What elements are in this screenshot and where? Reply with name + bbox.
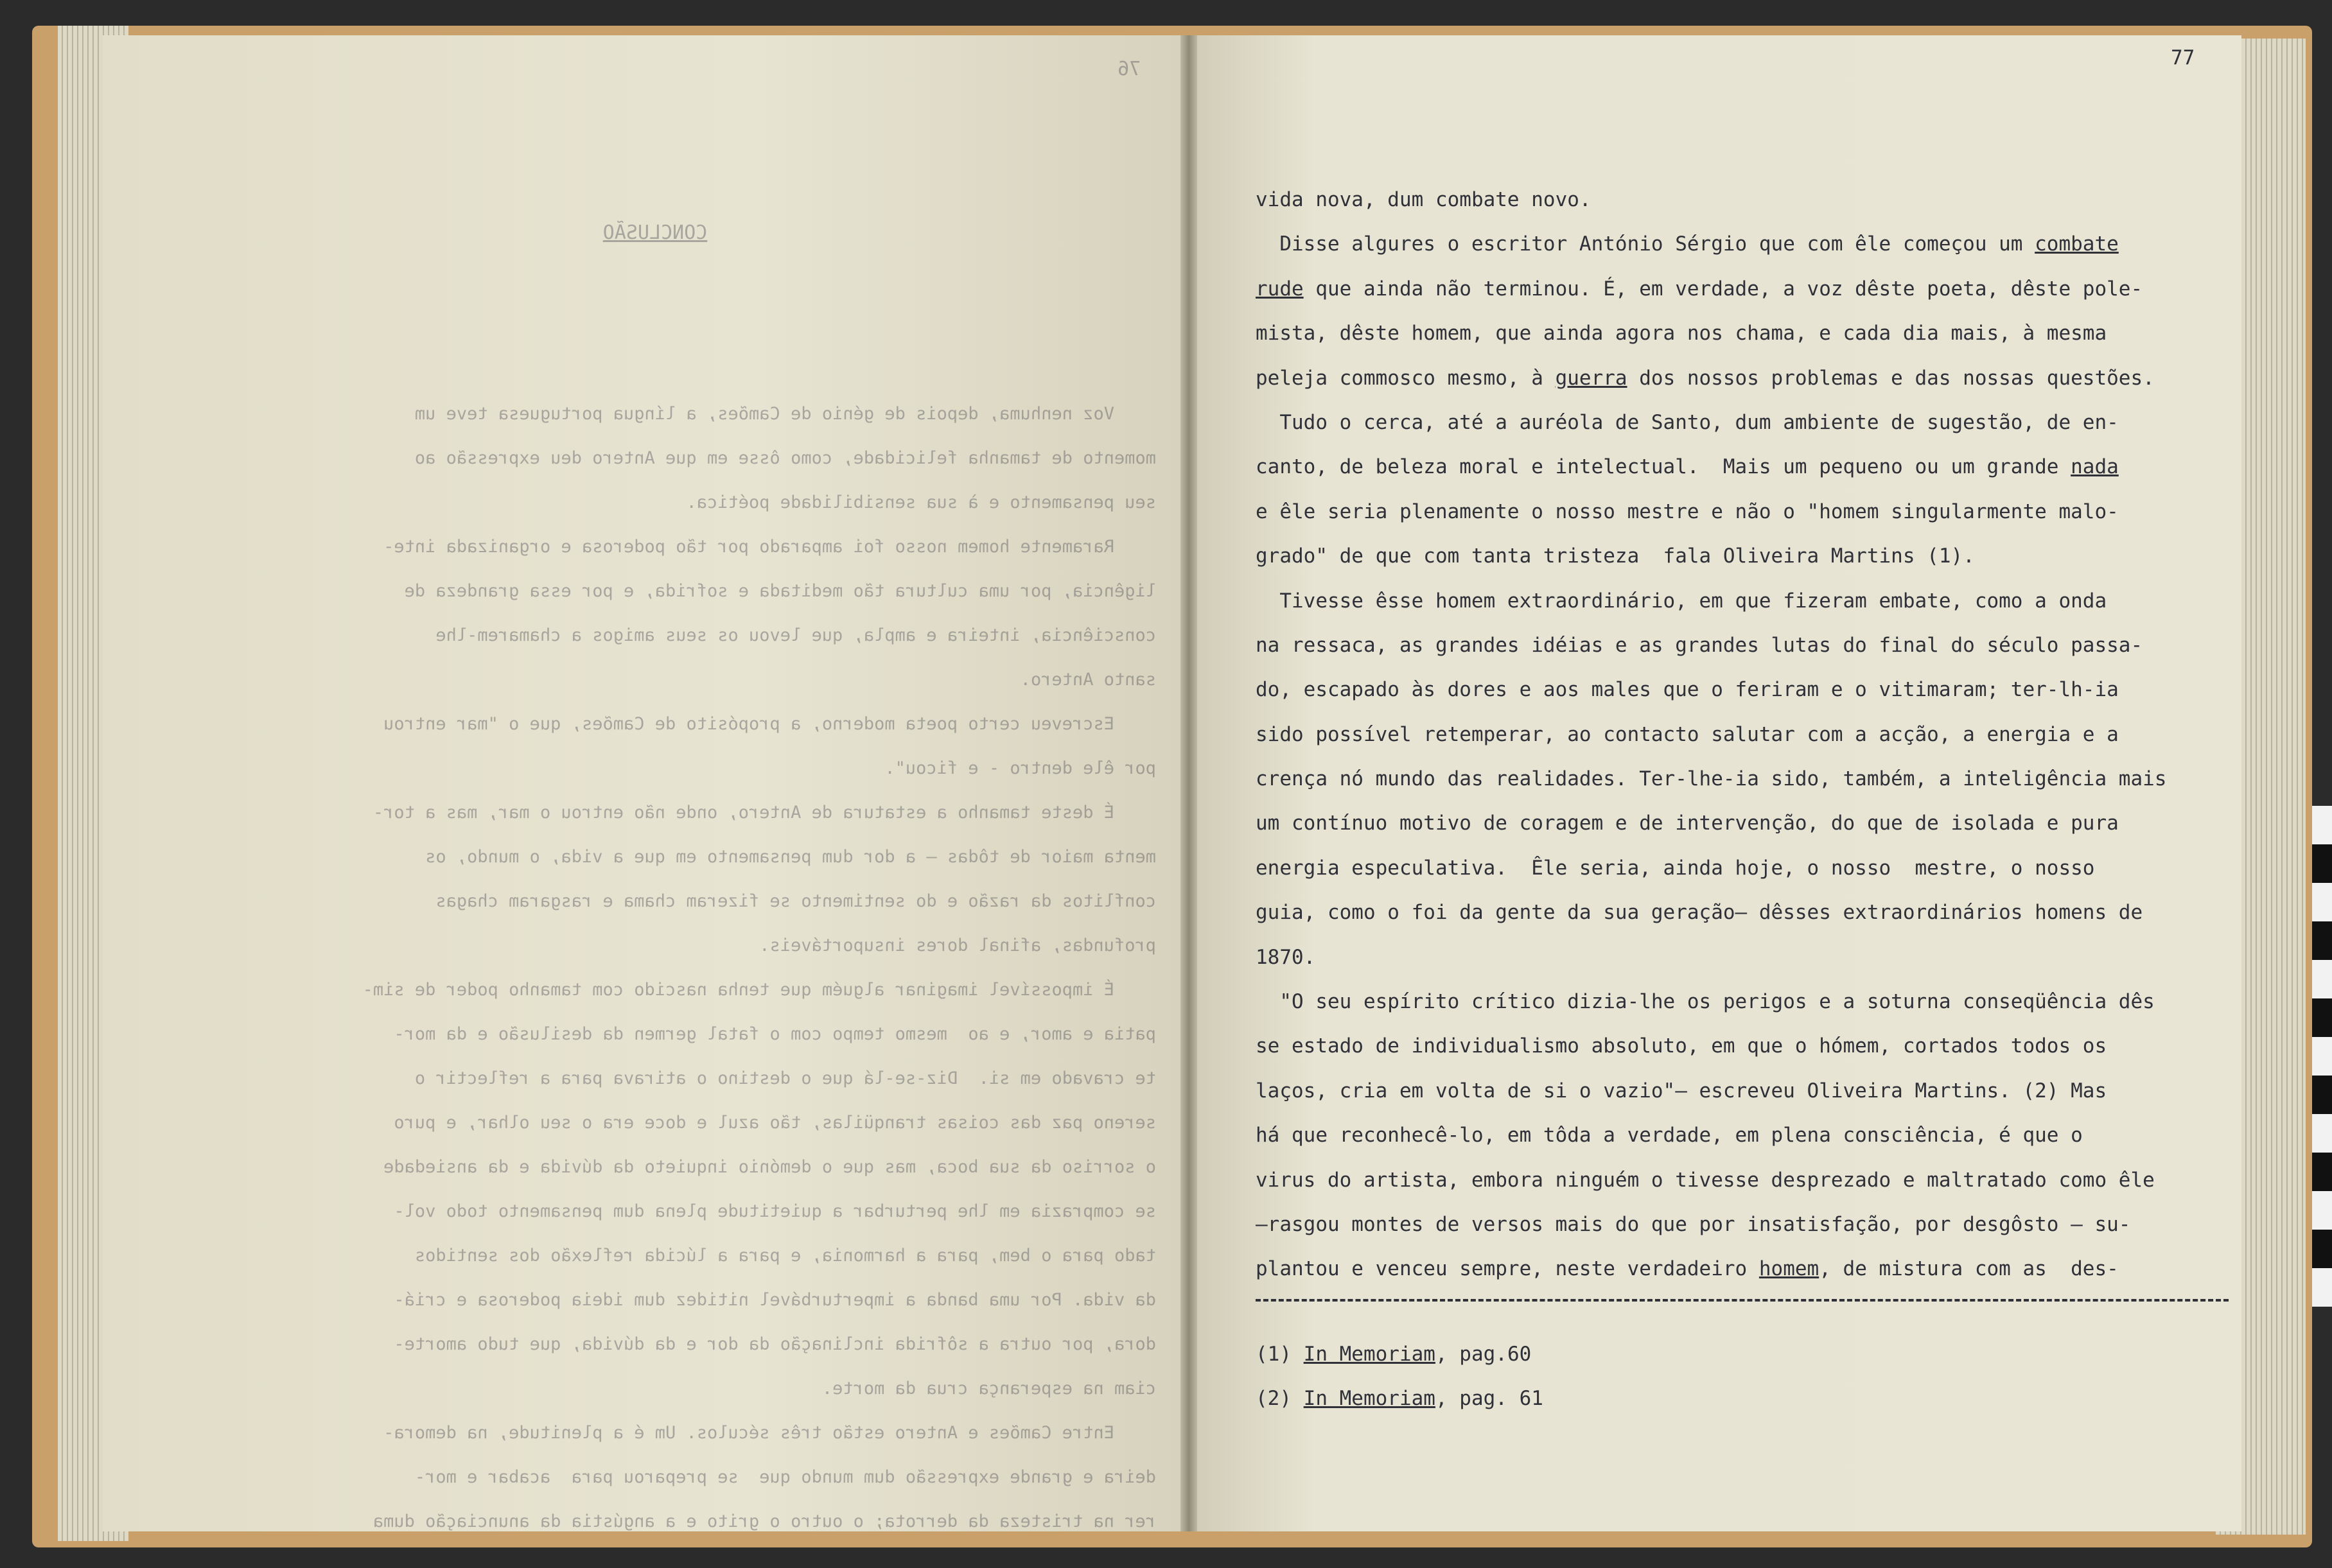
bleedthrough-line: Entre Camões e Antero estão três séculos. Um é a plenitude, na demora- bbox=[383, 1423, 1156, 1443]
bleedthrough-line: seu pensamento e à sua sensibilidade poética. bbox=[686, 492, 1156, 512]
footnotes bbox=[1256, 1332, 2238, 1422]
bleedthrough-line: por êle dentro - e ficou". bbox=[884, 758, 1156, 778]
bleedthrough-line: É deste tamanho a estatura de Antero, onde não entrou o mar, mas a tor- bbox=[373, 803, 1156, 823]
left-page-bleedthrough bbox=[154, 51, 1156, 1531]
text-line bbox=[1256, 713, 2238, 757]
bleedthrough-line: Voz nenhuma, depois de génio de Camões, a língua portuguesa teve um bbox=[414, 404, 1156, 424]
text-run: virus do artista, embora ninguém o tivesse desprezado e maltratado como êle bbox=[1256, 1168, 2155, 1192]
text-run: 1870. bbox=[1256, 945, 1316, 969]
bleedthrough-line: da vida. Por uma banda a imperturbável nitidez dum ideia poderosa e criá- bbox=[394, 1290, 1156, 1310]
underlined-text: rude bbox=[1256, 277, 1304, 301]
text-line bbox=[1256, 445, 2238, 489]
text-line bbox=[1256, 936, 2238, 980]
text-run: Tivesse êsse homem extraordinário, em que fizeram embate, como a onda bbox=[1256, 589, 2107, 613]
text-run: grado" de que com tanta tristeza fala Oliveira Martins (1). bbox=[1256, 544, 1975, 568]
text-line bbox=[1256, 668, 2238, 712]
text-line bbox=[1256, 534, 2238, 579]
bleedthrough-line: profundas, afinal dores insuportáveis. bbox=[759, 936, 1156, 955]
bleedthrough-line: rer na tristeza da derrota; o outro o grito e a angústia da anunciação duma bbox=[373, 1511, 1156, 1531]
text-run: Disse algures o escritor António Sérgio que com êle começou um bbox=[1256, 232, 2035, 256]
bleedthrough-line: momento de tamanha felicidade, como ôsse em que Antero deu expressão ao bbox=[414, 448, 1156, 468]
text-run: há que reconhecê-lo, em tôda a verdade, em plena consciência, é que o bbox=[1256, 1124, 2083, 1147]
bleedthrough-line: consciência, inteira e ampla, que levou os seus amigos a chamarem-lhe bbox=[435, 625, 1156, 645]
text-run: laços, cria em volta de si o vazio"— escreveu Oliveira Martins. (2) Mas bbox=[1256, 1079, 2107, 1102]
text-run: "O seu espírito crítico dizia-lhe os perigos e a soturna conseqüência dês bbox=[1256, 990, 2155, 1014]
bleedthrough-line: deira e grande expressão dum mundo que se preparou para acabar e mor- bbox=[414, 1467, 1156, 1487]
text-run: , pag.60 bbox=[1435, 1343, 1532, 1366]
underlined-text: combate bbox=[2035, 232, 2119, 256]
text-line bbox=[1256, 401, 2238, 445]
text-line bbox=[1256, 846, 2238, 891]
text-run: , de mistura com as des- bbox=[1819, 1257, 2119, 1281]
text-run: um contínuo motivo de coragem e de intervenção, do que de isolada e pura bbox=[1256, 812, 2119, 835]
left-page-number: 76 bbox=[1118, 58, 1141, 80]
text-line bbox=[1256, 980, 2238, 1024]
bleedthrough-line: o sorriso da sua boca, mas que o demónio inquieto da dúvida e da ansiedade bbox=[383, 1157, 1156, 1177]
text-run: Tudo o cerca, até a auréola de Santo, dum ambiente de sugestão, de en- bbox=[1256, 410, 2119, 434]
text-run: (2) bbox=[1256, 1387, 1304, 1411]
text-line bbox=[1256, 757, 2238, 801]
text-line bbox=[1256, 801, 2238, 846]
text-run: —rasgou montes de versos mais do que por insatisfação, por desgôsto — su- bbox=[1256, 1212, 2131, 1236]
text-line bbox=[1256, 222, 2238, 266]
text-line bbox=[1256, 1113, 2238, 1158]
text-line bbox=[1256, 178, 2238, 222]
text-run: dos nossos problemas e das nossas questões. bbox=[1627, 366, 2155, 390]
bleedthrough-line: te cravado em si. Diz-se-lá que o destino o atirava para a reflectir o bbox=[414, 1068, 1156, 1088]
text-line bbox=[1256, 311, 2238, 356]
text-line bbox=[1256, 1247, 2238, 1291]
bleedthrough-line: ciam na esperança crua da morte. bbox=[821, 1379, 1156, 1398]
text-run: vida nova, dum combate novo. bbox=[1256, 188, 1591, 211]
bleedthrough-line: ligência, por uma cultura tão meditada e sofrida, e por essa grandeza de bbox=[404, 581, 1156, 601]
book-gutter bbox=[1180, 35, 1197, 1531]
text-line bbox=[1256, 1158, 2238, 1203]
bleedthrough-line: Raramente homem nosso foi amparado por tão poderosa e organizada inte- bbox=[383, 537, 1156, 557]
underlined-text: homem bbox=[1758, 1257, 1819, 1281]
underlined-text: nada bbox=[2071, 455, 2119, 479]
bleedthrough-line: Escreveu certo poeta moderno, a propósito de Camões, que o "mar entrou bbox=[383, 714, 1156, 734]
text-line bbox=[1256, 356, 2238, 401]
text-run: plantou e venceu sempre, neste verdadeiro bbox=[1256, 1257, 1759, 1281]
left-page-title: CONCLUSÃO bbox=[602, 222, 708, 244]
text-run: sido possível retemperar, ao contacto salutar com a acção, a energia e a bbox=[1256, 722, 2119, 746]
bleedthrough-line: santo Antero. bbox=[1020, 670, 1156, 690]
text-line bbox=[1256, 891, 2238, 935]
text-run: peleja commosco mesmo, à bbox=[1256, 366, 1556, 390]
text-line bbox=[1256, 490, 2238, 534]
underlined-text: guerra bbox=[1555, 366, 1627, 390]
footnote-line bbox=[1256, 1377, 2238, 1421]
left-page-lines bbox=[154, 392, 1156, 1544]
text-run: mista, dêste homem, que ainda agora nos chama, e cada dia mais, à mesma bbox=[1256, 322, 2107, 345]
bleedthrough-line: patia e amor, e ao mesmo tempo com o fatal germen da desilusão e da mor- bbox=[394, 1024, 1156, 1044]
text-line bbox=[1256, 1024, 2238, 1068]
underlined-text: In Memoriam bbox=[1303, 1343, 1435, 1366]
text-run: se estado de individualismo absoluto, em que o hómem, cortados todos os bbox=[1256, 1034, 2107, 1058]
text-line bbox=[1256, 1069, 2238, 1113]
text-run: que ainda não terminou. É, em verdade, a voz dêste poeta, dêste pole- bbox=[1303, 277, 2143, 301]
bleedthrough-line: dora, por outra a sôfrida inclinação da dor e da dúvida, que tudo amorte- bbox=[394, 1334, 1156, 1354]
text-run: , pag. 61 bbox=[1435, 1387, 1543, 1411]
text-run: (1) bbox=[1256, 1343, 1304, 1366]
text-line bbox=[1256, 623, 2238, 668]
bleedthrough-line: sereno paz das coisas tranqüilas, tão azul e doce era o seu olhar, e puro bbox=[394, 1113, 1156, 1133]
text-line bbox=[1256, 579, 2238, 623]
bleedthrough-line: conflitos da razão e do sentimento se fizeram chama e rasgaram chagas bbox=[435, 891, 1156, 911]
bleedthrough-line: menta maior de tôdas — a dor dum pensamento em que a vida, o mundo, os bbox=[425, 847, 1156, 867]
text-run: na ressaca, as grandes idéias e as grandes lutas do final do século passa- bbox=[1256, 633, 2143, 657]
bleedthrough-line: tado para o bem, para a harmonia, e para a lúcida reflexão dos sentidos bbox=[414, 1246, 1156, 1266]
footnote-line bbox=[1256, 1332, 2238, 1377]
text-run: e êle seria plenamente o nosso mestre e não o "homem singularmente malo- bbox=[1256, 500, 2119, 523]
text-run: do, escapado às dores e aos males que o feriram e o vitimaram; ter-lh-ia bbox=[1256, 678, 2119, 702]
underlined-text: In Memoriam bbox=[1303, 1387, 1435, 1411]
right-page-body bbox=[1256, 178, 2238, 1292]
right-page-number: 77 bbox=[2171, 46, 2195, 69]
text-line bbox=[1256, 1203, 2238, 1247]
text-line bbox=[1256, 267, 2238, 311]
bleedthrough-line: É impossível imaginar alguém que tenha nascido com tamanho poder de sim- bbox=[362, 980, 1156, 1000]
footnote-separator bbox=[1256, 1299, 2229, 1302]
text-run: energia especulativa. Êle seria, ainda hoje, o nosso mestre, o nosso bbox=[1256, 856, 2095, 880]
text-run: guia, como o foi da gente da sua geração— dêsses extraordinários homens de bbox=[1256, 901, 2143, 925]
bleedthrough-line: se comprazia em lhe perturbar a quietitude plena dum pensamento todo vol- bbox=[394, 1201, 1156, 1221]
color-scale-bar bbox=[2312, 806, 2332, 1307]
text-run: canto, de beleza moral e intelectual. Mais um pequeno ou um grande bbox=[1256, 455, 2071, 479]
text-run: crença nó mundo das realidades. Ter-lhe-ia sido, também, a inteligência mais bbox=[1256, 767, 2167, 791]
